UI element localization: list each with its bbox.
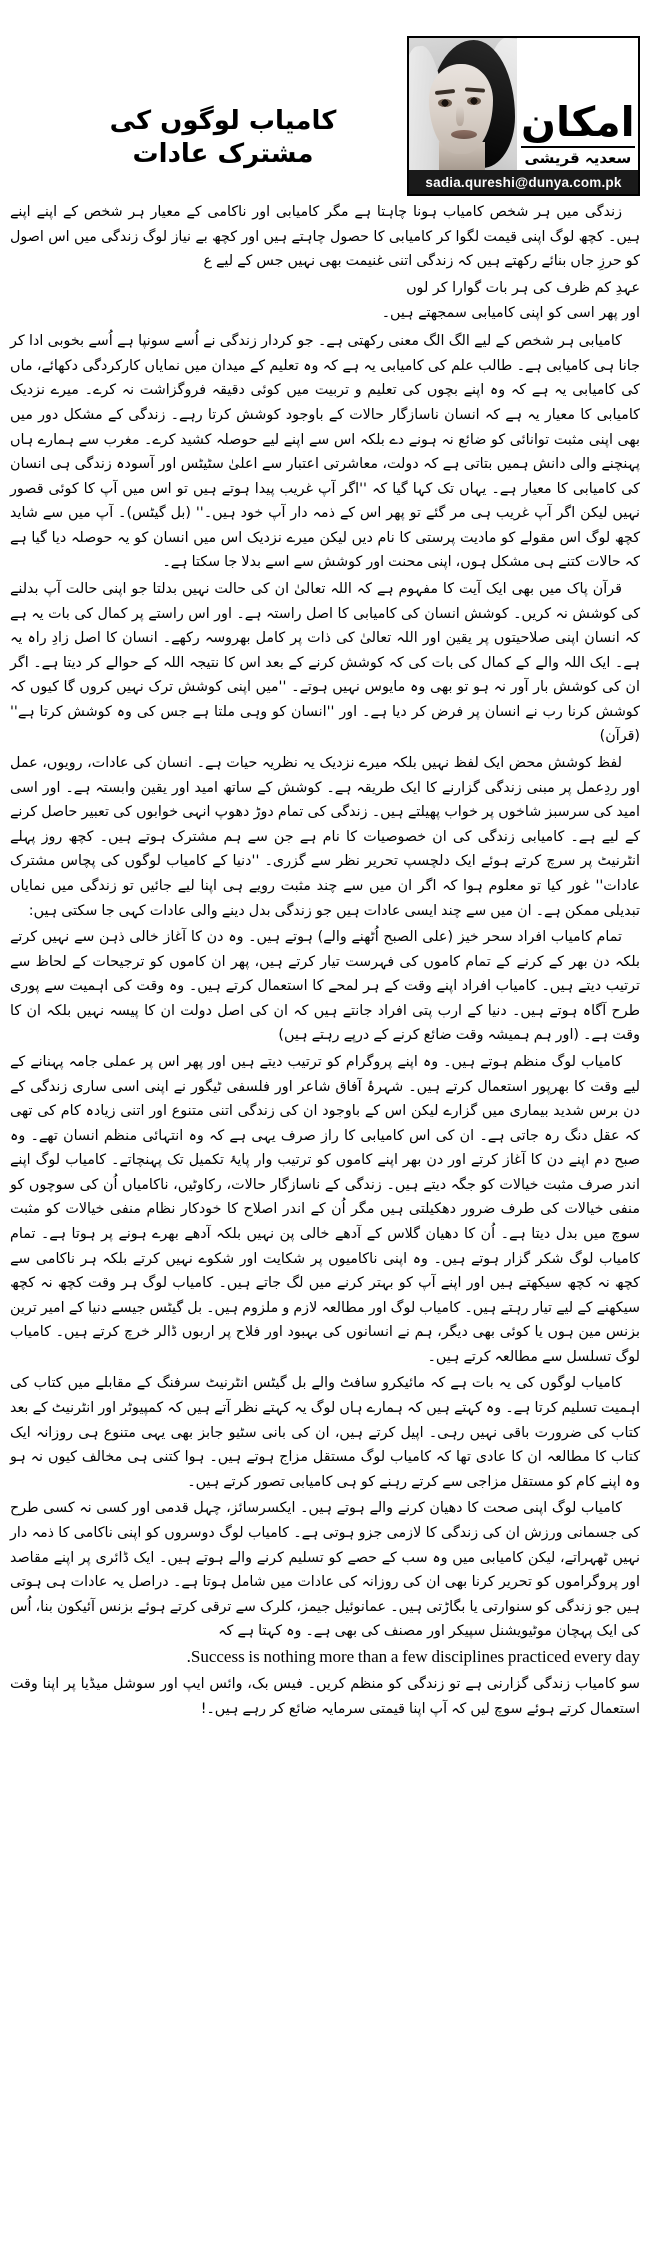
nose-shape <box>456 106 464 126</box>
page-title: کامیاب لوگوں کی مشترک عادات <box>109 106 337 169</box>
column-masthead <box>407 36 640 196</box>
article-paragraph: کامیاب لوگ منظم ہوتے ہیں۔ وہ اپنے پروگرام کو ترتیب دیتے ہیں اور پھر اس پر عملی جامہ پہنانے کے لیے وقت کا بھرپور استعمال کرتے ہیں۔ شہرۂ آفاق شاعر اور فلسفی ٹیگور نے اپنی اسی ساری زندگی کے دن برس شدید بیماری میں گزارے لیکن اس کے باوجود ان کی زندگی اتنی متنوع اور اتنی زیادہ کام کی تھی کہ عقل دنگ رہ جاتی ہے۔ ان کی اس کامیابی کا راز صرف یہی ہے کہ وہ انتہائی منظم انسان تھے۔ وہ صبح دم اپنے دن کا آغاز کرتے اور دن بھر اپنے کاموں کو ترتیب وار پایۂ تکمیل تک پہنچاتے۔ کامیاب لوگ اپنے اندر صرف مثبت خیالات کو جگہ دیتے ہیں۔ زندگی کے ناسازگار حالات، رکاوٹیں، ناکامیاں اُن کی سوچوں کو منفی خیالات کی طرف ضرور دھکیلتی ہیں مگر اُن کے اندر اصلاح کا خودکار نظام منفی خیالات کو مثبت سوچ میں بدل دیتا ہے۔ اُن کا دھیان گلاس کے آدھے خالی پن نہیں بلکہ آدھے بھرے ہونے پر ہوتا ہے۔ تمام کامیاب لوگ شکر گزار ہوتے ہیں۔ وہ اپنی ناکامیوں پر شکایت اور شکوے نہیں کرتے بلکہ ہر ناکامی سے کچھ نہ کچھ سیکھتے ہیں اور اپنے آپ کو بہتر کرنے میں لگ جاتے ہیں۔ کامیاب لوگ ہر وقت کچھ نہ کچھ سیکھنے کے لیے تیار رہتے ہیں۔ کامیاب لوگ اور مطالعہ لازم و ملزوم ہیں۔ بل گیٹس جیسے دنیا کے امیر ترین بزنس مین ہوں یا کوئی بھی دیگر، ہم نے انسانوں کی بہبود اور فلاح پر اربوں ڈالر خرچ کرتے ہیں۔ کامیاب لوگ تسلسل سے مطالعہ کرتے ہیں۔ <box>10 1053 640 1365</box>
verse-line: عہدِ کم ظرف کی ہر بات گوارا کر لوں <box>406 279 640 296</box>
article-paragraph: قرآن پاک میں بھی ایک آیت کا مفہوم ہے کہ اللہ تعالیٰ ان کی حالت نہیں بدلتا جو اپنی حالت آپ بدلنے کی کوشش نہ کریں۔ کوشش انسان کی کامیابی کا اصل راستہ ہے۔ اور اس راستے پر کمال کی بات یہ ہے کہ انسان اپنی صلاحیتوں پر یقین اور اللہ تعالیٰ کی ذات پر کامل بھروسہ رکھے۔ انسان کا اصل زادِ راہ یہ ہے۔ ایک اللہ والے کے کمال کی بات کی کہ کوشش کرنے کے بعد اس کا نتیجہ اللہ کے حوالے کر دیتا ہے۔ اگر ان کی کوشش بار آور نہ ہو تو بھی وہ مایوس نہیں ہوتے۔ ''میں اپنی کوشش ترک نہیں کروں گا کیوں کہ کوشش کرنا رب نے انسان پر فرض کر دیا ہے۔ اور ''انسان کو وہی ملتا ہے جس کی وہ کوشش کرتا ہے'' (قرآن) <box>10 580 640 745</box>
lips-shape <box>451 130 477 139</box>
eye-left-shape <box>438 99 452 107</box>
masthead-divider <box>521 146 635 148</box>
article-paragraph: لفظ کوشش محض ایک لفظ نہیں بلکہ میرے نزدیک یہ نظریہ حیات ہے۔ انسان کی عادات، رویوں، عمل اور ردِعمل پر مبنی زندگی گزارنے کا ایک طریقہ ہے۔ کوشش کے ساتھ امید اور یقین وابستہ ہے۔ اور اسی امید کی سرسبز شاخوں پر خواب پھیلتے ہیں۔ زندگی کی تمام دوڑ دھوپ انہی خوابوں کی تعبیر حاصل کرنے کے لیے ہے۔ کامیابی زندگی کی ان خصوصیات کا نام ہے جن سے ہم مشترک ہوتے ہیں۔ کچھ روز پہلے انٹرنیٹ پر سرچ کرتے ہوئے ایک دلچسپ تحریر نظر سے گزری۔ ''دنیا کے کامیاب لوگوں کی پچاس مشترک عادات'' غور کیا تو معلوم ہوا کہ اگر ان میں سے چند مثبت رویے ہی اپنا لیے جائیں تو زندگی میں نمایاں تبدیلی ممکن ہے۔ ان میں سے چند ایسی عادات ہیں جو زندگی بدل دینے والی عادات کہی جا سکتی ہیں: <box>10 755 640 919</box>
masthead-inner <box>409 38 638 170</box>
author-email[interactable]: sadia.qureshi@dunya.com.pk <box>409 170 638 194</box>
author-photo <box>409 38 517 170</box>
author-name: سعدیہ قریشی <box>524 148 632 167</box>
masthead-text-block <box>517 38 638 170</box>
verse-line: اور پھر اسی کو اپنی کامیابی سمجھتے ہیں۔ <box>381 305 640 322</box>
closing-paragraph: سو کامیاب زندگی گزارنی ہے تو زندگی کو منظم کریں۔ فیس بک، وائس ایپ اور سوشل میڈیا پر اپنا وقت استعمال کرتے ہوئے سوچ لیں کہ آپ اپنا قیمتی سرمایہ ضائع کر رہے ہیں۔! <box>10 1676 640 1717</box>
article-paragraph: کامیابی ہر شخص کے لیے الگ الگ معنی رکھتی ہے۔ جو کردار زندگی نے اُسے سونپا ہے اُسے بخوبی ادا کر جانا ہی کامیابی ہے۔ طالب علم کی کامیابی یہ ہے کہ وہ تعلیم کے میدان میں نمایاں کارکردگی دکھائے، ماں کی کامیابی یہ ہے کہ وہ اپنے بچوں کی تعلیم و تربیت میں کوئی دقیقہ فروگزاشت نہ کرے۔ میرے نزدیک کامیابی کا معیار یہ ہے کہ انسان ناسازگار حالات کے باوجود کوشش کرتا رہے۔ زندگی کے مشکل دور میں بھی اپنی مثبت توانائی کو ضائع نہ ہونے دے بلکہ اس سے اپنے لیے حوصلہ کشید کرے۔ مغرب سے ہمارے ہاں پہنچنے والی دانش ہمیں بتاتی ہے کہ دولت، معاشرتی اعتبار سے اعلیٰ سٹیٹس اور آسودہ زندگی ہی انسان کی کامیابی کا معیار ہے۔ یہاں تک کہا گیا کہ ''اگر آپ غریب پیدا ہوتے ہیں تو اس میں آپ کا کوئی قصور نہیں لیکن اگر آپ غریب ہی مر گئے تو پھر اس کے ذمہ دار آپ خود ہیں۔'' (بل گیٹس)۔ آپ میں سے شاید کچھ لوگ اس مقولے کو مادیت پرستی کا نام دیں لیکن میرے نزدیک اس میں انسان کو یہ حوصلہ دیا گیا ہے کہ حالات کتنے ہی مشکل ہوں، اپنی محنت اور کوشش سے اسے بدلا جا سکتا ہے۔ <box>10 333 640 571</box>
article-paragraph: کامیاب لوگ اپنی صحت کا دھیان کرنے والے ہوتے ہیں۔ ایکسرسائز، چہل قدمی اور کسی نہ کسی طرح کی جسمانی ورزش ان کی زندگی کا لازمی جزو ہوتی ہے۔ کامیاب لوگ دوسروں کو اپنی ناکامی کا ذمہ دار نہیں ٹھہراتے، لیکن کامیابی میں وہ سب کے حصے کو تسلیم کرنے والے ہوتے ہیں۔ ایک ڈائری پر اپنے مقاصد اور پروگراموں کو تحریر کرنا بھی ان کی روزانہ کی عادات میں شامل ہوتا ہے۔ دراصل یہ عادات ہی ہوتی ہیں جو زندگی کو سنوارتی یا بگاڑتی ہیں۔ عمانوئیل جیمز، کلرک سے ترقی کرتے ہوئے بزنس آئیکون بنا، اُس کی ایک پہچان موٹیویشنل سپیکر اور مصنف کی بھی ہے۔ وہ کہتا ہے کہ <box>10 1500 640 1640</box>
verse-block <box>10 276 640 327</box>
article-paragraph: کامیاب لوگوں کی یہ بات ہے کہ مائیکرو سافٹ والے بل گیٹس انٹرنیٹ سرفنگ کے مقابلے میں کتاب کی اہمیت تسلیم کرتا ہے۔ وہ کہتے ہیں کہ ہمارے ہاں لوگ یہ کہتے نظر آتے ہیں کہ کمپیوٹر اور انٹرنیٹ کے بعد کتاب کی ضرورت باقی نہیں رہی۔ اپیل کرتے ہیں، ان کی بانی سٹیو جابز بھی یہی متنوع ہی روزانہ ایک کتاب کا مطالعہ ان کا عادی تھا کہ کامیاب لوگ مستقل مزاج ہوتے ہیں۔ ہوا کتنی ہی مخالف کیوں نہ ہو وہ اپنے کام کو مستقل مزاجی سے کرتے رہنے کو ہی کامیابی تصور کرتے ہیں۔ <box>10 1375 640 1490</box>
column-title: امکان <box>521 97 635 146</box>
english-quote: Success is nothing more than a few disciplines practiced every day. <box>186 1646 640 1666</box>
article-header <box>0 0 650 200</box>
article-paragraph: زندگی میں ہر شخص کامیاب ہونا چاہتا ہے مگر کامیابی اور ناکامی کے معیار ہر شخص کے اپنے اپنے ہیں۔ کچھ لوگ اپنی قیمت لگوا کر کامیابی کا حصول چاہتے ہیں اور کچھ بے نیاز لوگ زندگی میں اس اصول کو حرزِ جاں بنائے رکھتے ہیں کہ زندگی اتنی غنیمت بھی نہیں جس کے لیے ع <box>10 204 640 270</box>
eye-right-shape <box>467 97 481 105</box>
article-paragraph: تمام کامیاب افراد سحر خیز (علی الصبح اُٹھنے والے) ہوتے ہیں۔ وہ دن کا آغاز خالی ذہن سے نہیں کرتے بلکہ دن بھر کے کرنے کے تمام کاموں کی فہرست تیار کرتے ہیں، پھر ان کاموں کو ترجیحات کے لحاظ سے ترتیب دیتے ہیں۔ کامیاب افراد اپنے وقت کے ہر لمحے کا استعمال کرتے ہیں۔ وہ وقت کی اہمیت سے پوری طرح آگاہ ہوتے ہیں۔ دنیا کے ارب پتی افراد جانتے ہیں کہ ان کی اصل دولت ان کا پیسہ نہیں بلکہ ان کا وقت ہے۔ (اور ہم ہمیشہ وقت ضائع کرنے کے درپے رہتے ہیں) <box>10 929 640 1044</box>
english-quote-line <box>10 1646 640 1671</box>
article-body <box>0 200 650 1730</box>
